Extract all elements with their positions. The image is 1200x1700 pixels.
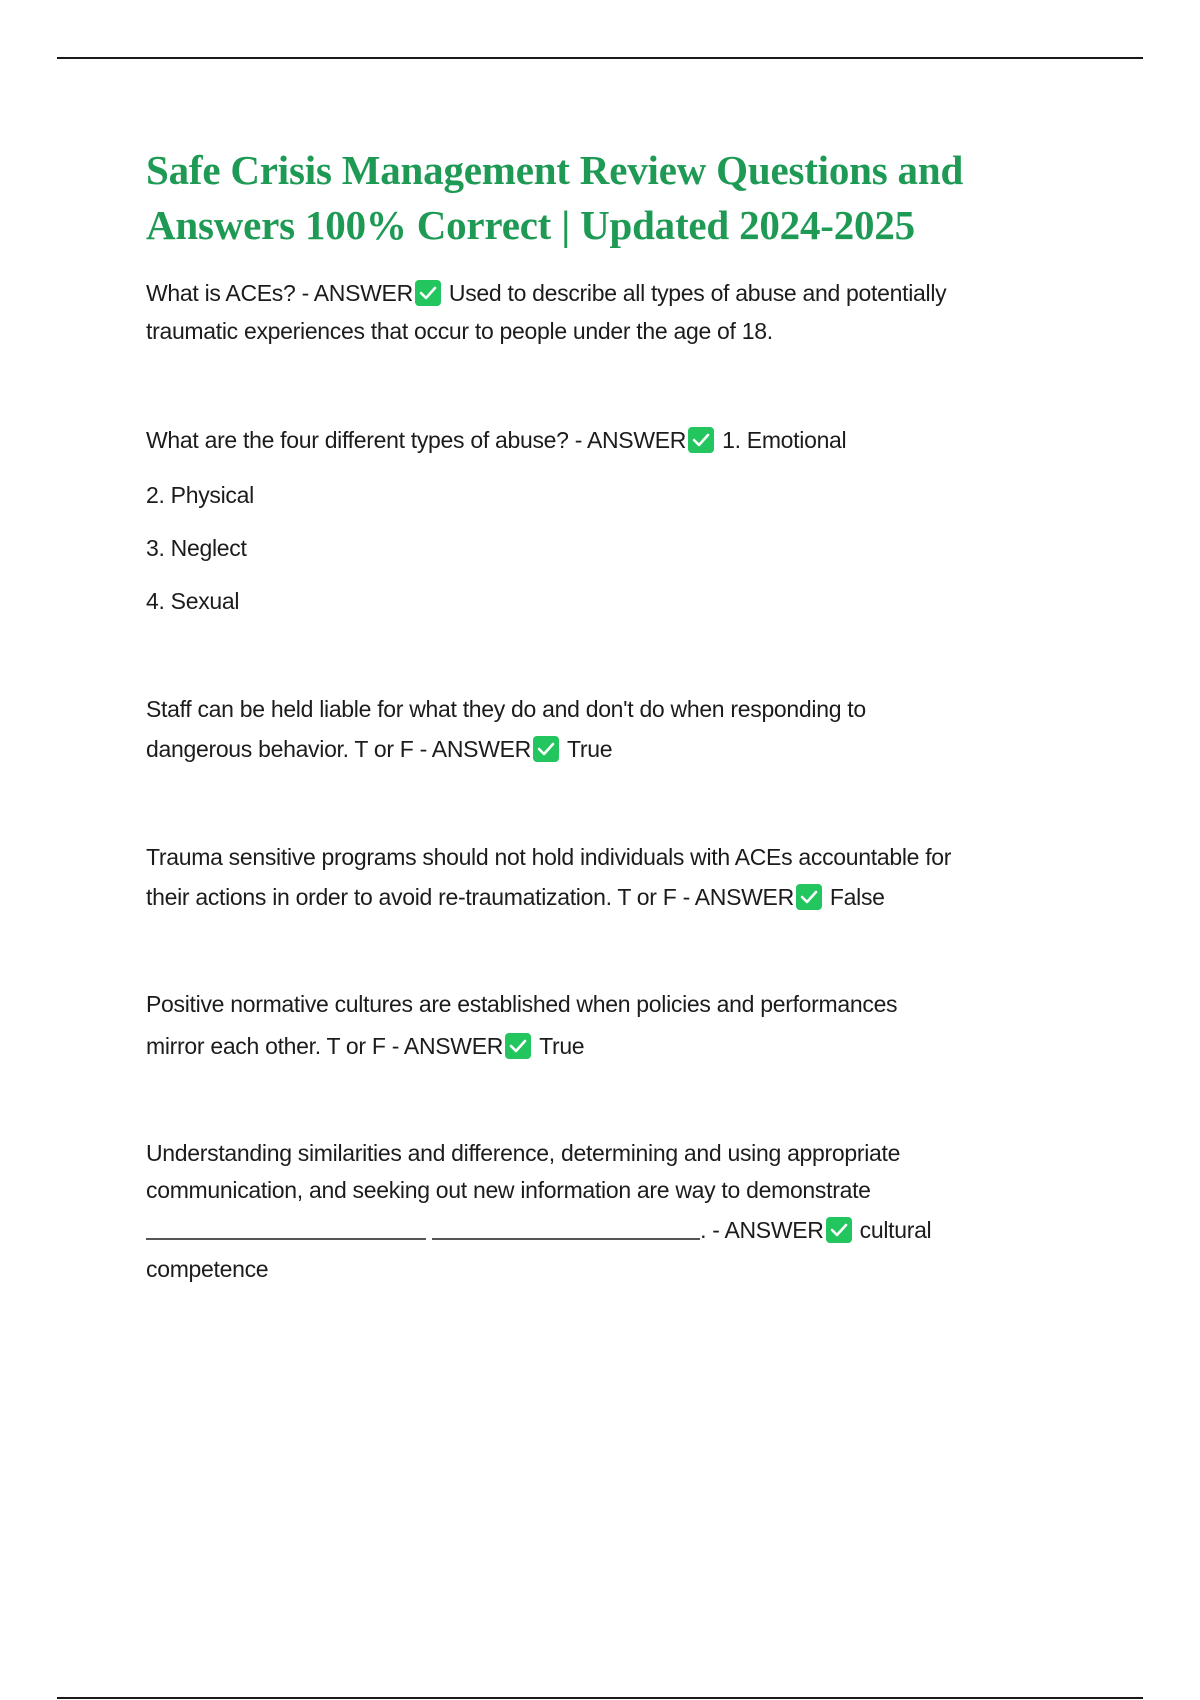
top-rule xyxy=(57,57,1143,59)
answer-marker: - ANSWER xyxy=(574,427,687,453)
check-icon xyxy=(415,280,441,306)
question-text: mirror each other. T or F xyxy=(146,1033,392,1059)
check-icon xyxy=(505,1033,531,1059)
check-icon xyxy=(796,884,822,910)
bottom-rule xyxy=(57,1697,1143,1699)
answer-marker: - ANSWER xyxy=(682,884,794,910)
question-text: What are the four different types of abuse? xyxy=(146,427,575,453)
fill-in-blank xyxy=(146,1218,426,1240)
check-icon xyxy=(533,736,559,762)
answer-marker: - ANSWER xyxy=(419,736,531,762)
question-6-line-1: Understanding similarities and difference, determining and using appropriate xyxy=(146,1140,901,1166)
answer-text: True xyxy=(566,736,613,762)
question-1-line-2: traumatic experiences that occur to people under the age of 18. xyxy=(146,318,773,344)
question-6-line-3 xyxy=(146,1215,931,1245)
question-6-answer-cont: competence xyxy=(146,1256,269,1282)
fill-in-blank xyxy=(432,1218,700,1240)
answer-marker: - ANSWER xyxy=(712,1217,824,1243)
check-icon xyxy=(688,427,714,453)
question-5-line-2 xyxy=(146,1031,584,1061)
question-text: What is ACEs? xyxy=(146,280,302,306)
answer-text: cultural xyxy=(859,1217,932,1243)
question-text: their actions in order to avoid re-traumatization. T or F xyxy=(146,884,683,910)
question-2-line-1 xyxy=(146,425,846,455)
question-3-line-1: Staff can be held liable for what they do and don't do when responding to xyxy=(146,696,866,722)
answer-text: Used to describe all types of abuse and potentially xyxy=(448,280,947,306)
title-line-1: Safe Crisis Management Review Questions and xyxy=(146,147,964,193)
answer-text: 1. Emotional xyxy=(722,427,847,453)
answer-marker: - ANSWER xyxy=(391,1033,504,1059)
document-title xyxy=(146,143,1066,253)
answer-text: False xyxy=(829,884,885,910)
question-1-line-1 xyxy=(146,278,946,308)
question-text: . xyxy=(700,1217,713,1243)
question-text: dangerous behavior. T or F xyxy=(146,736,420,762)
question-4-line-2 xyxy=(146,882,885,912)
question-3-line-2 xyxy=(146,734,612,764)
question-5-line-1: Positive normative cultures are established when policies and performances xyxy=(146,991,898,1017)
answer-list-item: 4. Sexual xyxy=(146,588,240,614)
title-line-2: Answers 100% Correct | Updated 2024-2025 xyxy=(146,202,915,248)
question-4-line-1: Trauma sensitive programs should not hold individuals with ACEs accountable for xyxy=(146,844,952,870)
check-icon xyxy=(826,1217,852,1243)
answer-list-item: 2. Physical xyxy=(146,482,254,508)
answer-list-item: 3. Neglect xyxy=(146,535,247,561)
question-6-line-2: communication, and seeking out new information are way to demonstrate xyxy=(146,1177,871,1203)
answer-text: True xyxy=(539,1033,585,1059)
answer-marker: - ANSWER xyxy=(301,280,413,306)
